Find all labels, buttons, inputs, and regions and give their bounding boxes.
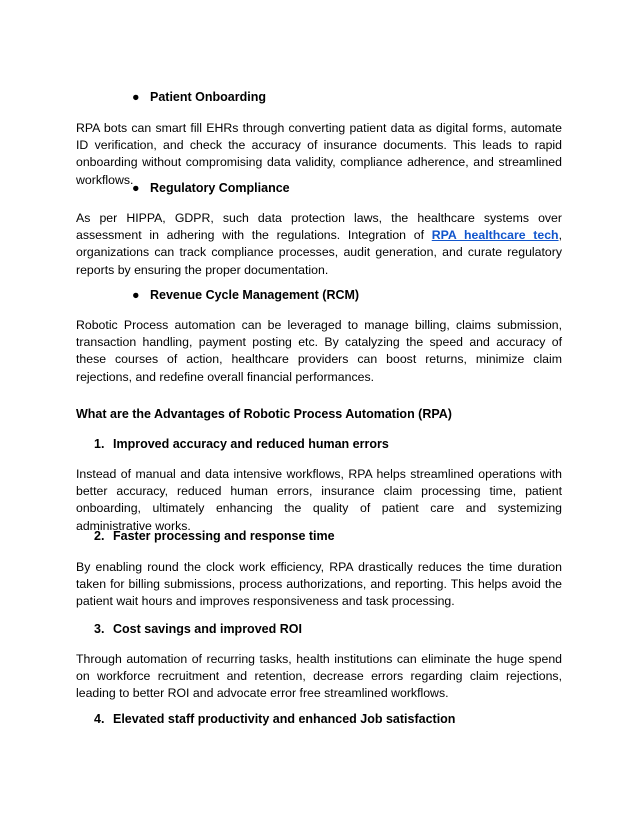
item-title: Cost savings and improved ROI [113, 622, 302, 636]
item-number: 4. [94, 712, 105, 726]
item-title: Elevated staff productivity and enhanced Job satisfaction [113, 712, 456, 726]
bullet-patient-onboarding [132, 90, 266, 104]
bullet-rcm [132, 288, 359, 302]
advantage-item-3-text: Through automation of recurring tasks, health institutions can eliminate the huge spend on workforce recruitment and retention, decrease errors regarding claim rejections, leading to better ROI and advocate error free streamlined workflows. [76, 652, 562, 701]
paragraph-text-before-link: As per HIPPA, GDPR, such data protection laws, the healthcare systems over assessment in adhering with the regulations. Integration of [76, 211, 562, 243]
rpa-healthcare-tech-link[interactable]: RPA healthcare tech [431, 228, 559, 243]
item-title: Faster processing and response time [113, 529, 335, 543]
advantage-item-1-text: Instead of manual and data intensive workflows, RPA helps streamlined operations with better accuracy, reduced human errors, insurance claim processing time, patient onboarding, ultimately enhancing the quality of patient care and systemizing administrative works. [76, 467, 562, 533]
advantage-item-3-title [94, 622, 302, 636]
bullet-title: Revenue Cycle Management (RCM) [150, 288, 360, 302]
paragraph-regulatory-compliance [76, 210, 562, 279]
bullet-dot: ● [132, 288, 140, 302]
bullet-regulatory-compliance [132, 181, 290, 195]
bullet-dot: ● [132, 90, 140, 104]
paragraph-text-after-link: , organizations can track compliance processes, audit generation, and curate regulatory reports by ensuring the proper documentation. [76, 228, 562, 277]
paragraph-patient-onboarding: RPA bots can smart fill EHRs through converting patient data as digital forms, automate ID verification, and check the accuracy of insurance documents. This leads to rapid onboarding without compromising data validity, compliance adherence, and streamlined workflows. [76, 121, 562, 187]
bullet-title: Patient Onboarding [150, 90, 266, 104]
paragraph-rcm: Robotic Process automation can be leveraged to manage billing, claims submission, transaction handling, payment posting etc. By catalyzing the speed and accuracy of these courses of action, healthcare providers can boost returns, minimize claim rejections, and redefine overall financial performances. [76, 318, 562, 384]
bullet-title: Regulatory Compliance [150, 181, 290, 195]
item-number: 1. [94, 437, 105, 451]
advantages-heading: What are the Advantages of Robotic Process Automation (RPA) [76, 407, 452, 421]
bullet-dot: ● [132, 181, 140, 195]
item-number: 2. [94, 529, 105, 543]
item-number: 3. [94, 622, 105, 636]
advantage-item-2-text: By enabling round the clock work efficiency, RPA drastically reduces the time duration taken for billing submissions, process authorizations, and reporting. This helps avoid the patient wait hours and improves responsiveness and task processing. [76, 560, 562, 609]
advantage-item-2-title [94, 529, 335, 543]
advantage-item-4-title [94, 712, 455, 726]
item-title: Improved accuracy and reduced human errors [113, 437, 389, 451]
advantage-item-1-title [94, 437, 389, 451]
